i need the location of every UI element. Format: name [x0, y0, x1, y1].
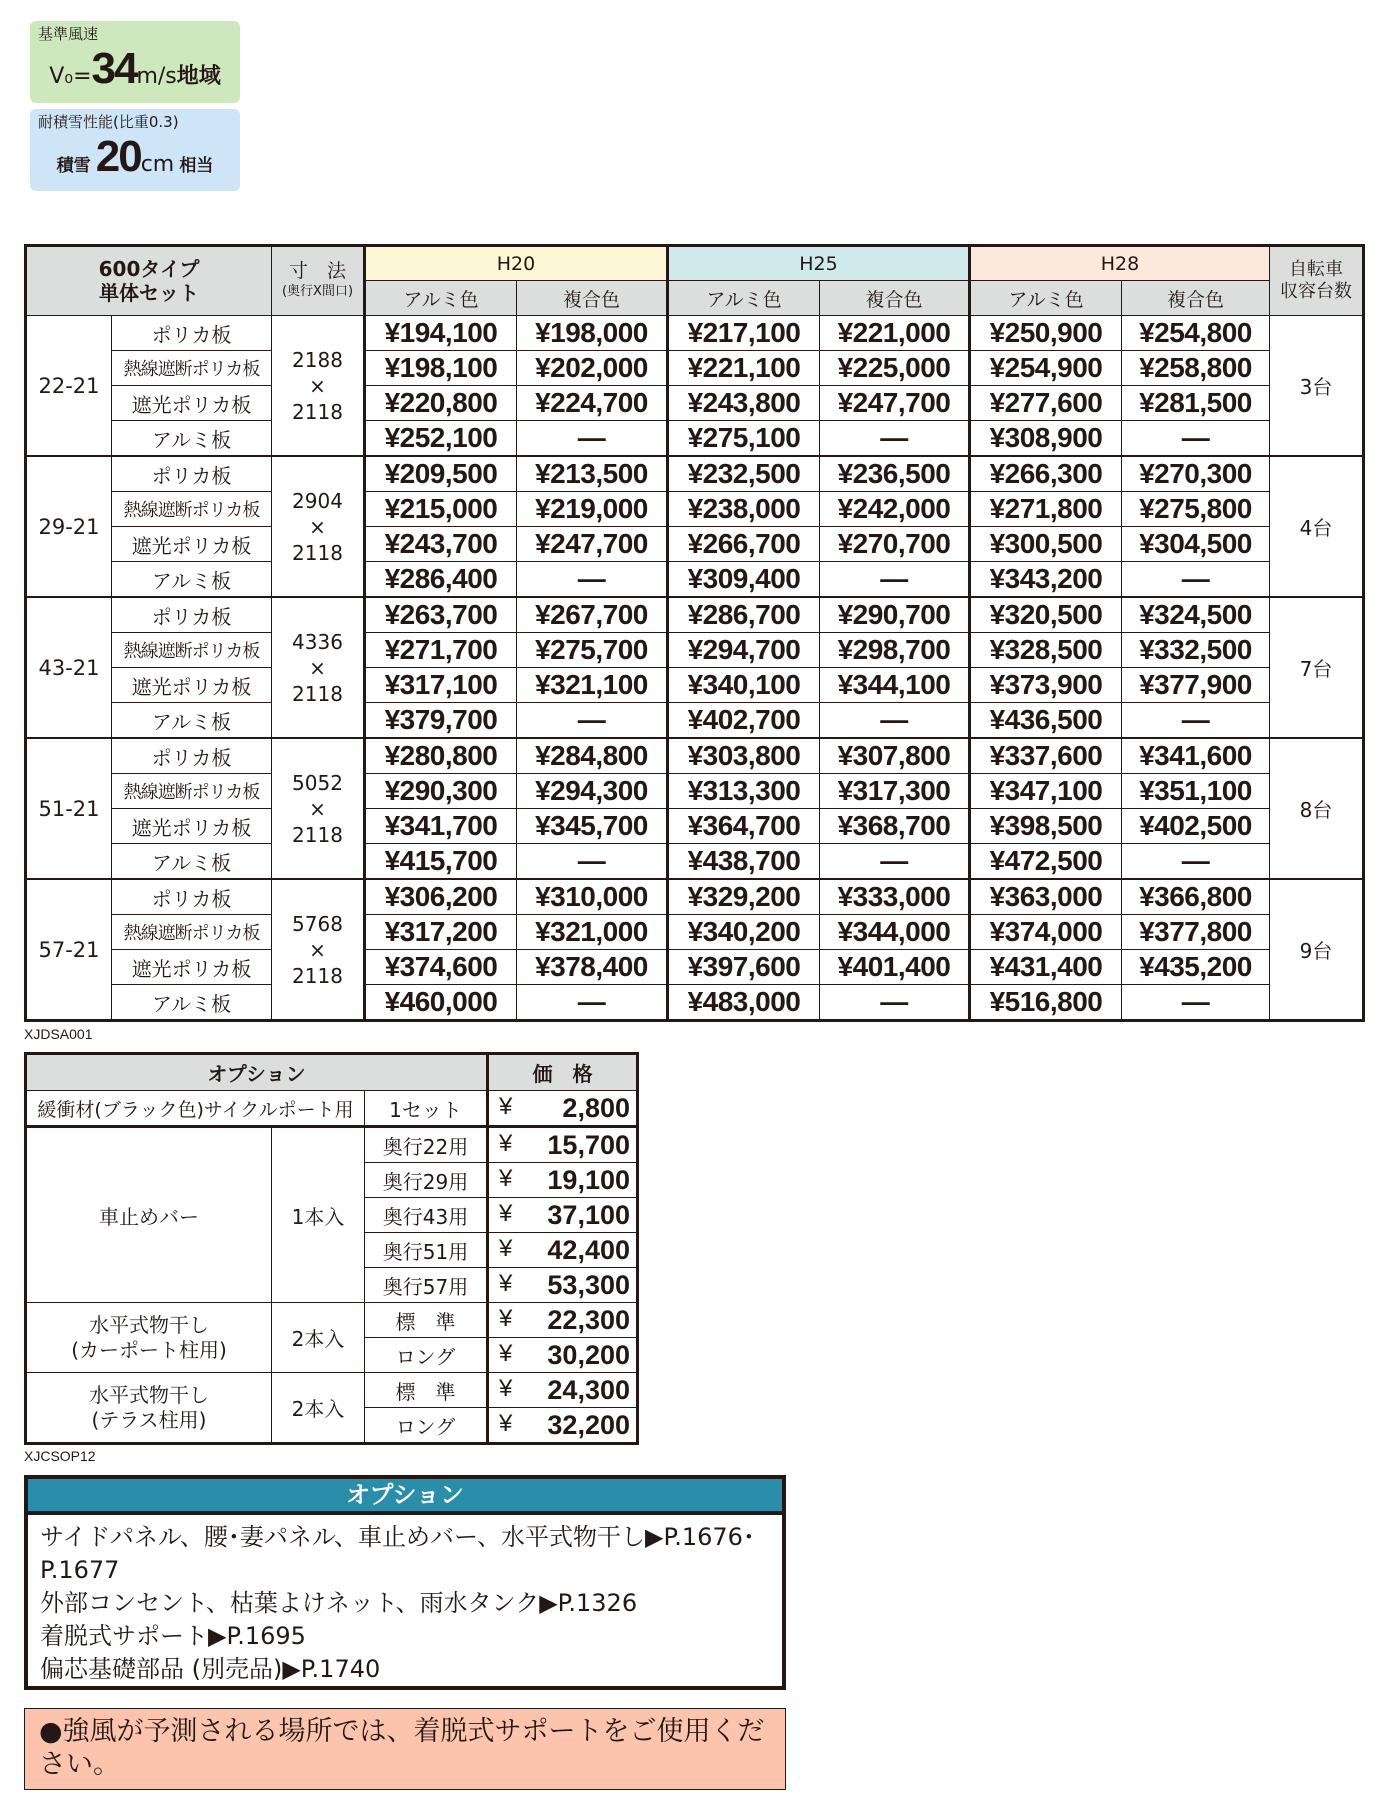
roof-material: 熱線遮断ポリカ板: [112, 633, 272, 668]
yen-sign: ¥: [499, 1374, 513, 1402]
dimension-x: ×: [309, 514, 326, 539]
price-cell: ¥220,800: [365, 386, 517, 421]
price-table: [24, 244, 1365, 1022]
price-cell: —: [820, 562, 970, 598]
price-cell: ¥247,700: [517, 527, 668, 562]
price-cell: ¥290,700: [820, 597, 970, 633]
table-row: [26, 738, 1364, 774]
size-code: 43-21: [26, 597, 112, 738]
h25-alu-header: アルミ色: [668, 281, 820, 316]
price-cell: ¥217,100: [668, 316, 820, 351]
yen-sign: ¥: [499, 1339, 513, 1367]
price-value: 22,300: [547, 1304, 630, 1335]
roof-material: 熱線遮断ポリカ板: [112, 915, 272, 950]
price-cell: ¥483,000: [668, 985, 820, 1021]
roof-material: 遮光ポリカ板: [112, 668, 272, 703]
roof-material: アルミ板: [112, 985, 272, 1021]
price-cell: ¥320,500: [970, 597, 1122, 633]
table-row: [26, 985, 1364, 1021]
price-cell: —: [517, 985, 668, 1021]
snow-value: 20: [95, 132, 141, 181]
h28-alu-header: アルミ色: [970, 281, 1122, 316]
price-cell: ¥310,000: [517, 879, 668, 915]
table-row: [26, 774, 1364, 809]
price-cell: ¥341,700: [365, 809, 517, 844]
roof-material: ポリカ板: [112, 456, 272, 492]
snow-prefix: 積雪: [56, 156, 91, 176]
option-price-table: [24, 1052, 639, 1445]
price-cell: ¥300,500: [970, 527, 1122, 562]
price-cell: ¥225,000: [820, 351, 970, 386]
option-ref-line: 外部コンセント、枯葉よけネット、雨水タンク▶P.1326: [40, 1589, 638, 1617]
option-table-code: XJCSOP12: [24, 1448, 96, 1464]
stopper-price: [488, 1127, 638, 1163]
stopper-variant: 奥行29用: [365, 1163, 488, 1198]
price-cell: ¥313,300: [668, 774, 820, 809]
dimension-depth: 5052: [292, 770, 343, 795]
dryer-variant: ロング: [365, 1338, 488, 1373]
price-cell: ¥263,700: [365, 597, 517, 633]
price-cell: ¥321,000: [517, 915, 668, 950]
price-cell: ¥221,100: [668, 351, 820, 386]
price-cell: ¥307,800: [820, 738, 970, 774]
name-line-1: 水平式物干し: [89, 1382, 209, 1407]
price-cell: ¥351,100: [1122, 774, 1270, 809]
price-cell: ¥402,500: [1122, 809, 1270, 844]
dimensions: [272, 738, 365, 879]
price-cell: ¥435,200: [1122, 950, 1270, 985]
dryer-price: [488, 1408, 638, 1444]
table-code: XJDSA001: [24, 1026, 93, 1042]
stopper-name: 車止めバー: [26, 1127, 272, 1303]
price-cell: ¥303,800: [668, 738, 820, 774]
price-cell: ¥333,000: [820, 879, 970, 915]
dryer-variant: ロング: [365, 1408, 488, 1444]
price-cell: ¥294,700: [668, 633, 820, 668]
price-cell: ¥290,300: [365, 774, 517, 809]
price-cell: ¥397,600: [668, 950, 820, 985]
price-cell: ¥271,700: [365, 633, 517, 668]
option-ref-line: サイドパネル、腰･妻パネル、車止めバー、水平式物干し▶P.1676･: [40, 1523, 755, 1551]
table-row: [26, 456, 1364, 492]
price-cell: ¥321,100: [517, 668, 668, 703]
price-cell: —: [1122, 421, 1270, 457]
dimension-x: ×: [309, 373, 326, 398]
wind-suffix: 地域: [176, 64, 221, 89]
stopper-variant: 奥行43用: [365, 1198, 488, 1233]
roof-material: アルミ板: [112, 703, 272, 739]
price-cell: ¥344,100: [820, 668, 970, 703]
price-cell: ¥243,800: [668, 386, 820, 421]
price-cell: ¥252,100: [365, 421, 517, 457]
dimensions: [272, 879, 365, 1021]
table-row: [26, 527, 1364, 562]
price-cell: —: [1122, 844, 1270, 880]
price-cell: ¥254,900: [970, 351, 1122, 386]
dimension-depth: 2904: [292, 488, 343, 513]
dryer-price: [488, 1338, 638, 1373]
wind-speed-value: 34: [91, 44, 137, 93]
bike-capacity-header: [1270, 246, 1364, 316]
price-cell: ¥270,700: [820, 527, 970, 562]
bike-label-2: 収容台数: [1280, 281, 1352, 302]
roof-material: アルミ板: [112, 844, 272, 880]
price-cell: ¥213,500: [517, 456, 668, 492]
wind-prefix: V₀=: [49, 64, 92, 89]
price-cell: ¥236,500: [820, 456, 970, 492]
price-cell: ¥344,000: [820, 915, 970, 950]
option-box-title: オプション: [28, 1479, 782, 1515]
price-cell: ¥364,700: [668, 809, 820, 844]
price-cell: —: [517, 703, 668, 739]
roof-material: 遮光ポリカ板: [112, 527, 272, 562]
table-row: [26, 950, 1364, 985]
yen-sign: ¥: [499, 1409, 513, 1437]
name-line-2: (テラス柱用): [91, 1407, 207, 1432]
option-header: オプション: [26, 1054, 488, 1091]
roof-material: ポリカ板: [112, 879, 272, 915]
price-cell: ¥304,500: [1122, 527, 1270, 562]
wind-unit: m/s: [136, 64, 177, 89]
roof-material: 熱線遮断ポリカ板: [112, 492, 272, 527]
cushion-qty: 1セット: [365, 1091, 488, 1127]
price-value: 53,300: [547, 1269, 630, 1300]
table-row: [26, 633, 1364, 668]
caution-note: [24, 1708, 786, 1790]
h20-alu-header: アルミ色: [365, 281, 517, 316]
name-line-1: 水平式物干し: [89, 1312, 209, 1337]
stopper-price: [488, 1198, 638, 1233]
price-cell: ¥366,800: [1122, 879, 1270, 915]
dimension-width: 2118: [292, 681, 343, 706]
dimension-width: 2118: [292, 822, 343, 847]
roof-material: ポリカ板: [112, 316, 272, 351]
price-cell: ¥308,900: [970, 421, 1122, 457]
option-ref-line: 着脱式サポート▶P.1695: [40, 1622, 306, 1650]
table-row: [26, 316, 1364, 351]
dryer-carport-name: [26, 1303, 272, 1373]
price-cell: ¥267,700: [517, 597, 668, 633]
roof-material: 遮光ポリカ板: [112, 950, 272, 985]
table-row: [26, 562, 1364, 598]
snow-load-label: 耐積雪性能(比重0.3): [38, 113, 179, 131]
price-cell: ¥460,000: [365, 985, 517, 1021]
price-cell: —: [820, 703, 970, 739]
size-code: 51-21: [26, 738, 112, 879]
price-cell: ¥215,000: [365, 492, 517, 527]
height-h25-header: H25: [668, 246, 970, 281]
price-cell: ¥221,000: [820, 316, 970, 351]
dimensions: [272, 597, 365, 738]
price-cell: ¥317,200: [365, 915, 517, 950]
price-cell: ¥345,700: [517, 809, 668, 844]
roof-material: 熱線遮断ポリカ板: [112, 774, 272, 809]
price-cell: ¥378,400: [517, 950, 668, 985]
price-cell: ¥275,800: [1122, 492, 1270, 527]
price-cell: ¥286,400: [365, 562, 517, 598]
roof-material: ポリカ板: [112, 738, 272, 774]
yen-sign: ¥: [499, 1092, 513, 1120]
dimension-depth: 2188: [292, 347, 343, 372]
price-cell: ¥377,800: [1122, 915, 1270, 950]
dryer-terrace-qty: 2本入: [272, 1373, 365, 1444]
price-cell: ¥402,700: [668, 703, 820, 739]
option-ref-line: P.1677: [40, 1556, 120, 1584]
size-code: 29-21: [26, 456, 112, 597]
price-cell: ¥398,500: [970, 809, 1122, 844]
h20-comp-header: 複合色: [517, 281, 668, 316]
price-cell: ¥373,900: [970, 668, 1122, 703]
price-cell: ¥343,200: [970, 562, 1122, 598]
price-cell: ¥317,300: [820, 774, 970, 809]
price-cell: ¥332,500: [1122, 633, 1270, 668]
price-cell: ¥271,800: [970, 492, 1122, 527]
yen-sign: ¥: [499, 1129, 513, 1157]
bike-capacity: 7台: [1270, 597, 1364, 738]
price-cell: ¥472,500: [970, 844, 1122, 880]
dryer-variant: 標 準: [365, 1303, 488, 1338]
dimensions: [272, 456, 365, 597]
snow-load-badge: [30, 109, 240, 191]
type-header: [26, 246, 272, 316]
price-cell: —: [517, 562, 668, 598]
dimension-x: ×: [309, 796, 326, 821]
price-cell: —: [517, 844, 668, 880]
roof-material: アルミ板: [112, 421, 272, 457]
dimension-depth: 5768: [292, 911, 343, 936]
snow-unit: cm: [140, 152, 175, 177]
price-cell: ¥277,600: [970, 386, 1122, 421]
price-cell: ¥438,700: [668, 844, 820, 880]
stopper-price: [488, 1163, 638, 1198]
price-cell: ¥250,900: [970, 316, 1122, 351]
yen-sign: ¥: [499, 1199, 513, 1227]
name-line-2: (カーポート柱用): [71, 1337, 227, 1362]
price-cell: ¥374,000: [970, 915, 1122, 950]
price-cell: ¥298,700: [820, 633, 970, 668]
stopper-variant: 奥行57用: [365, 1268, 488, 1303]
price-value: 37,100: [547, 1199, 630, 1230]
option-reference-box: [24, 1475, 786, 1690]
price-cell: —: [517, 421, 668, 457]
price-cell: ¥329,200: [668, 879, 820, 915]
price-cell: ¥258,800: [1122, 351, 1270, 386]
price-cell: ¥224,700: [517, 386, 668, 421]
caution-text: 強風が予測される場所では、着脱式サポートをご使用ください。: [39, 1716, 765, 1780]
dryer-price: [488, 1373, 638, 1408]
dim-label: 寸 法: [288, 259, 346, 282]
dimension-x: ×: [309, 937, 326, 962]
size-code: 22-21: [26, 316, 112, 457]
bike-capacity: 4台: [1270, 456, 1364, 597]
table-row: [26, 703, 1364, 739]
h25-comp-header: 複合色: [820, 281, 970, 316]
size-code: 57-21: [26, 879, 112, 1021]
price-cell: ¥306,200: [365, 879, 517, 915]
roof-material: 遮光ポリカ板: [112, 809, 272, 844]
wind-speed-label: 基準風速: [38, 25, 99, 43]
yen-sign: ¥: [499, 1304, 513, 1332]
cushion-price: [488, 1091, 638, 1127]
table-row: [26, 844, 1364, 880]
price-cell: ¥270,300: [1122, 456, 1270, 492]
snow-suffix: 相当: [179, 156, 214, 176]
type-label: 600タイプ: [98, 257, 200, 281]
price-cell: ¥324,500: [1122, 597, 1270, 633]
table-row: [26, 386, 1364, 421]
roof-material: ポリカ板: [112, 597, 272, 633]
dryer-terrace-name: [26, 1373, 272, 1444]
price-cell: —: [820, 421, 970, 457]
price-cell: ¥328,500: [970, 633, 1122, 668]
price-cell: ¥347,100: [970, 774, 1122, 809]
stopper-price: [488, 1233, 638, 1268]
price-cell: ¥317,100: [365, 668, 517, 703]
price-value: 15,700: [547, 1129, 630, 1160]
price-cell: —: [820, 985, 970, 1021]
price-cell: —: [1122, 562, 1270, 598]
dim-sub-label: (奥行X間口): [281, 283, 354, 299]
dimension-width: 2118: [292, 399, 343, 424]
price-cell: ¥309,400: [668, 562, 820, 598]
dryer-carport-qty: 2本入: [272, 1303, 365, 1373]
price-cell: ¥337,600: [970, 738, 1122, 774]
stopper-variant: 奥行51用: [365, 1233, 488, 1268]
price-cell: ¥368,700: [820, 809, 970, 844]
bullet-icon: ●: [39, 1716, 63, 1747]
price-cell: ¥247,700: [820, 386, 970, 421]
h28-comp-header: 複合色: [1122, 281, 1270, 316]
price-cell: ¥194,100: [365, 316, 517, 351]
dimension-x: ×: [309, 655, 326, 680]
roof-material: アルミ板: [112, 562, 272, 598]
roof-material: 遮光ポリカ板: [112, 386, 272, 421]
yen-sign: ¥: [499, 1269, 513, 1297]
table-row: [26, 668, 1364, 703]
price-cell: ¥294,300: [517, 774, 668, 809]
price-cell: ¥341,600: [1122, 738, 1270, 774]
price-cell: ¥401,400: [820, 950, 970, 985]
roof-material: 熱線遮断ポリカ板: [112, 351, 272, 386]
price-cell: ¥340,200: [668, 915, 820, 950]
dimension-width: 2118: [292, 963, 343, 988]
price-cell: ¥275,700: [517, 633, 668, 668]
price-cell: ¥415,700: [365, 844, 517, 880]
price-cell: ¥198,000: [517, 316, 668, 351]
bike-capacity: 9台: [1270, 879, 1364, 1021]
price-cell: ¥436,500: [970, 703, 1122, 739]
bike-capacity: 3台: [1270, 316, 1364, 457]
price-cell: ¥209,500: [365, 456, 517, 492]
price-cell: ¥198,100: [365, 351, 517, 386]
wind-speed-badge: [30, 21, 240, 103]
stopper-price: [488, 1268, 638, 1303]
price-value: 32,200: [547, 1409, 630, 1440]
price-value: 2,800: [562, 1092, 630, 1123]
price-value: 30,200: [547, 1339, 630, 1370]
height-h20-header: H20: [365, 246, 668, 281]
price-cell: ¥374,600: [365, 950, 517, 985]
price-value: 24,300: [547, 1374, 630, 1405]
set-label: 単体セット: [99, 281, 199, 305]
option-ref-line: 偏芯基礎部品 (別売品)▶P.1740: [40, 1655, 381, 1683]
table-row: [26, 492, 1364, 527]
stopper-variant: 奥行22用: [365, 1127, 488, 1163]
dimensions: [272, 316, 365, 457]
price-cell: ¥363,000: [970, 879, 1122, 915]
dryer-variant: 標 準: [365, 1373, 488, 1408]
price-cell: ¥516,800: [970, 985, 1122, 1021]
yen-sign: ¥: [499, 1164, 513, 1192]
stopper-qty: 1本入: [272, 1127, 365, 1303]
price-header: 価 格: [488, 1054, 638, 1091]
price-value: 42,400: [547, 1234, 630, 1265]
price-cell: ¥379,700: [365, 703, 517, 739]
price-cell: ¥242,000: [820, 492, 970, 527]
height-h28-header: H28: [970, 246, 1270, 281]
price-cell: —: [1122, 985, 1270, 1021]
bike-capacity: 8台: [1270, 738, 1364, 879]
price-cell: —: [1122, 703, 1270, 739]
price-cell: ¥254,800: [1122, 316, 1270, 351]
table-row: [26, 879, 1364, 915]
table-row: [26, 915, 1364, 950]
price-cell: ¥232,500: [668, 456, 820, 492]
dryer-price: [488, 1303, 638, 1338]
table-row: [26, 809, 1364, 844]
dimension-header: [272, 246, 365, 316]
price-cell: ¥275,100: [668, 421, 820, 457]
price-cell: —: [820, 844, 970, 880]
table-row: [26, 597, 1364, 633]
price-cell: ¥243,700: [365, 527, 517, 562]
price-cell: ¥340,100: [668, 668, 820, 703]
table-row: [26, 351, 1364, 386]
dimension-width: 2118: [292, 540, 343, 565]
price-cell: ¥219,000: [517, 492, 668, 527]
bike-label: 自転車: [1289, 259, 1343, 280]
price-cell: ¥281,500: [1122, 386, 1270, 421]
yen-sign: ¥: [499, 1234, 513, 1262]
price-cell: ¥266,700: [668, 527, 820, 562]
price-value: 19,100: [547, 1164, 630, 1195]
price-cell: ¥286,700: [668, 597, 820, 633]
price-cell: ¥284,800: [517, 738, 668, 774]
price-cell: ¥266,300: [970, 456, 1122, 492]
price-cell: ¥238,000: [668, 492, 820, 527]
dimension-depth: 4336: [292, 629, 343, 654]
price-cell: ¥431,400: [970, 950, 1122, 985]
price-cell: ¥202,000: [517, 351, 668, 386]
table-row: [26, 421, 1364, 457]
price-cell: ¥280,800: [365, 738, 517, 774]
price-cell: ¥377,900: [1122, 668, 1270, 703]
cushion-name: 緩衝材(ブラック色)サイクルポート用: [26, 1091, 365, 1127]
